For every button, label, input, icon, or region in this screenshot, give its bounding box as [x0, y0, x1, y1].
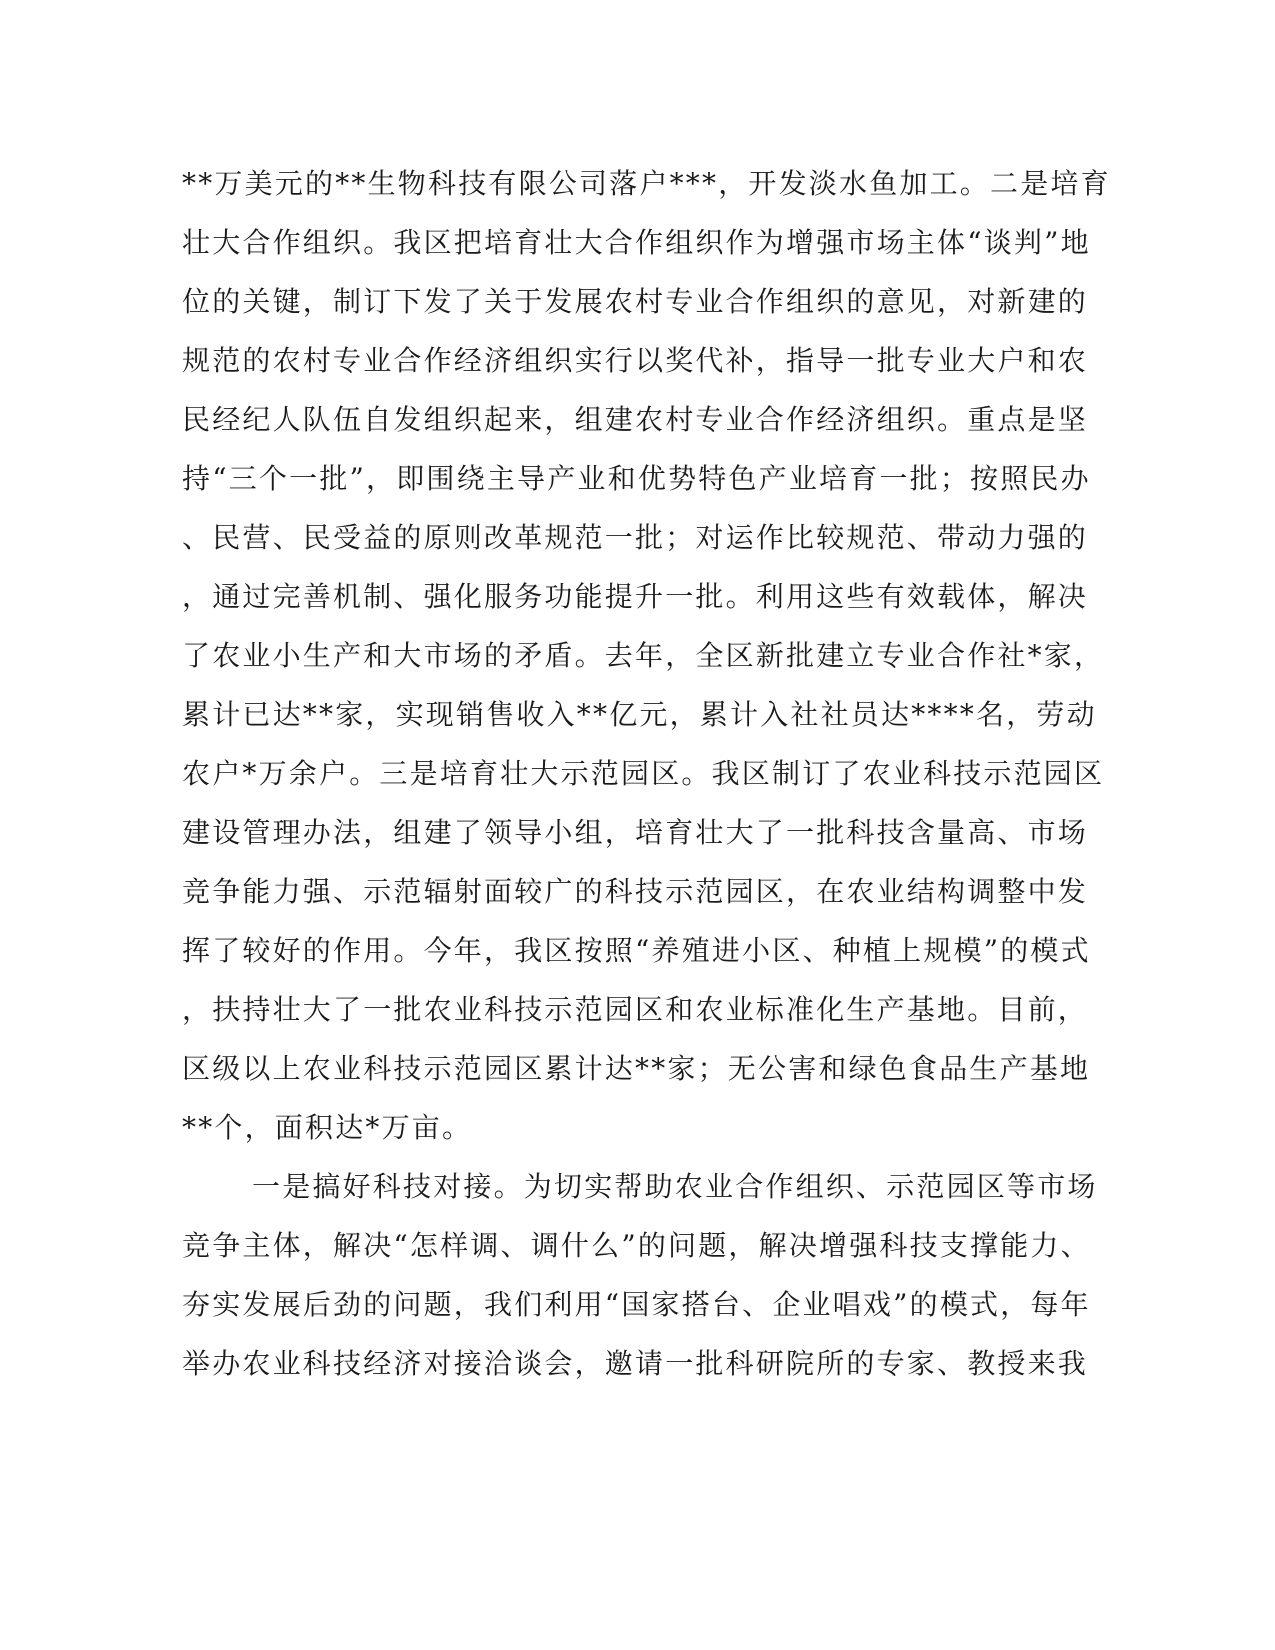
text-line: 规范的农村专业合作经济组织实行以奖代补，指导一批专业大户和农: [182, 344, 1089, 377]
text-line: 持“三个一批”，即围绕主导产业和优势特色产业培育一批；按照民办: [182, 462, 1091, 495]
text-line: 了农业小生产和大市场的矛盾。去年，全区新批建立专业合作社*家，: [182, 639, 1105, 672]
document-body: [182, 154, 1111, 1393]
text-line: 区级以上农业科技示范园区累计达**家；无公害和绿色食品生产基地: [182, 1052, 1091, 1085]
text-line: 累计已达**家，实现销售收入**亿元，累计入社社员达****名，劳动: [182, 698, 1097, 731]
text-line: ，通过完善机制、强化服务功能提升一批。利用这些有效载体，解决: [182, 580, 1089, 613]
text-line: 壮大合作组织。我区把培育壮大合作组织作为增强市场主体“谈判”地: [182, 226, 1091, 259]
text-line: **万美元的**生物科技有限公司落户***，开发淡水鱼加工。二是培育: [182, 167, 1111, 200]
text-line: 举办农业科技经济对接洽谈会，邀请一批科研院所的专家、教授来我: [182, 1347, 1089, 1380]
text-line: 建设管理办法，组建了领导小组，培育壮大了一批科技含量高、市场: [182, 816, 1089, 849]
text-line: 挥了较好的作用。今年，我区按照“养殖进小区、种植上规模”的模式: [182, 934, 1091, 967]
text-line: 一是搞好科技对接。为切实帮助农业合作组织、示范园区等市场: [252, 1170, 1098, 1203]
paragraph: [182, 1157, 1098, 1393]
text-line: 位的关键，制订下发了关于发展农村专业合作组织的意见，对新建的: [182, 285, 1089, 318]
text-line: 、民营、民受益的原则改革规范一批；对运作比较规范、带动力强的: [182, 521, 1089, 554]
text-line: 民经纪人队伍自发组织起来，组建农村专业合作经济组织。重点是坚: [182, 403, 1089, 436]
text-line: ，扶持壮大了一批农业科技示范园区和农业标准化生产基地。目前，: [182, 993, 1089, 1026]
text-line: 农户*万余户。三是培育壮大示范园区。我区制订了农业科技示范园区: [182, 757, 1105, 790]
paragraph: [182, 154, 1111, 1157]
text-line: 夯实发展后劲的问题，我们利用“国家搭台、企业唱戏”的模式，每年: [182, 1288, 1091, 1321]
text-line: **个，面积达*万亩。: [182, 1111, 473, 1144]
text-line: 竞争能力强、示范辐射面较广的科技示范园区，在农业结构调整中发: [182, 875, 1089, 908]
text-line: 竞争主体，解决“怎样调、调什么”的问题，解决增强科技支撑能力、: [182, 1229, 1091, 1262]
